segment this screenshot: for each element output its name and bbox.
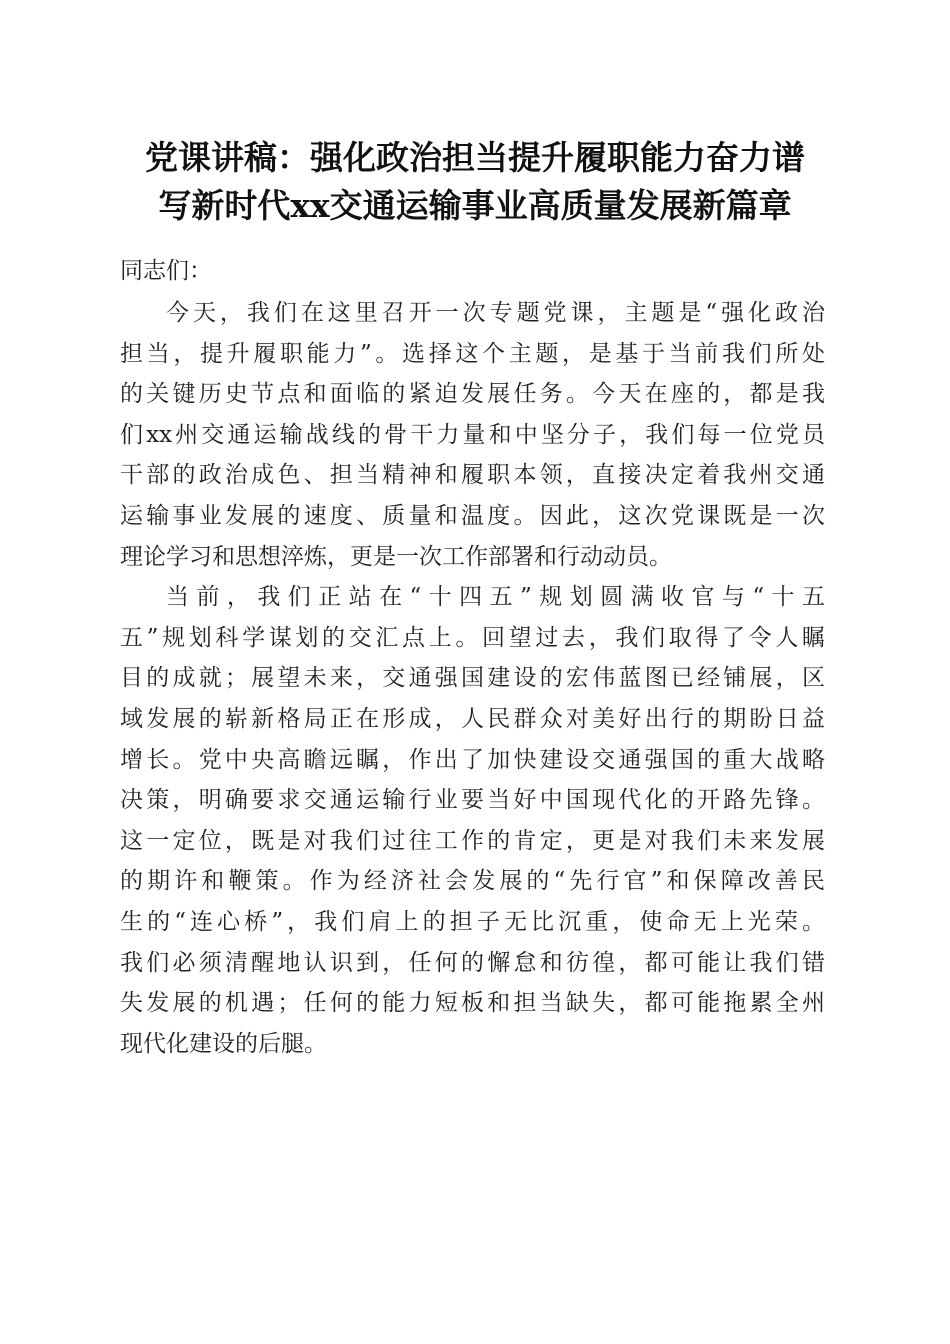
document-body [120,251,825,1064]
text-line: 们xx州交通运输战线的骨干力量和中坚分子，我们每一位党员 [120,421,825,448]
text-line: 干部的政治成色、担当精神和履职本领，直接决定着我州交通 [120,462,825,489]
paragraph [120,293,825,577]
text-line: 当前，我们正站在“十四五”规划圆满收官与“十五 [166,584,825,611]
title-line: 写新时代xx交通运输事业高质量发展新篇章 [158,186,792,225]
title-line: 党课讲稿：强化政治担当提升履职能力奋力谱 [145,138,805,177]
text-line: 理论学习和思想淬炼，更是一次工作部署和行动动员。 [120,543,672,570]
document-title [100,134,850,230]
text-line: 决策，明确要求交通运输行业要当好中国现代化的开路先锋。 [120,787,825,814]
text-line: 增长。党中央高瞻远瞩，作出了加快建设交通强国的重大战略 [120,746,825,773]
text-line: 担当，提升履职能力”。选择这个主题，是基于当前我们所处 [120,340,825,367]
text-line: 今天，我们在这里召开一次专题党课，主题是“强化政治 [166,300,825,326]
text-line: 域发展的崭新格局正在形成，人民群众对美好出行的期盼日益 [120,705,825,732]
text-line: 生的“连心桥”，我们肩上的担子无比沉重，使命无上光荣。 [120,908,825,935]
paragraph [120,577,825,1064]
text-line: 我们必须清醒地认识到，任何的懈怠和彷徨，都可能让我们错 [120,949,825,976]
salutation: 同志们： [120,258,212,284]
text-line: 这一定位，既是对我们过往工作的肯定，更是对我们未来发展 [120,827,825,854]
text-line: 的期许和鞭策。作为经济社会发展的“先行官”和保障改善民 [120,868,825,895]
text-line: 五”规划科学谋划的交汇点上。回望过去，我们取得了令人瞩 [120,624,825,651]
text-line: 的关键历史节点和面临的紧迫发展任务。今天在座的，都是我 [120,381,825,408]
text-line: 现代化建设的后腿。 [120,1030,327,1057]
text-line: 失发展的机遇；任何的能力短板和担当缺失，都可能拖累全州 [120,990,825,1017]
text-line: 运输事业发展的速度、质量和温度。因此，这次党课既是一次 [120,502,825,529]
text-line: 目的成就；展望未来，交通强国建设的宏伟蓝图已经铺展，区 [120,665,825,692]
